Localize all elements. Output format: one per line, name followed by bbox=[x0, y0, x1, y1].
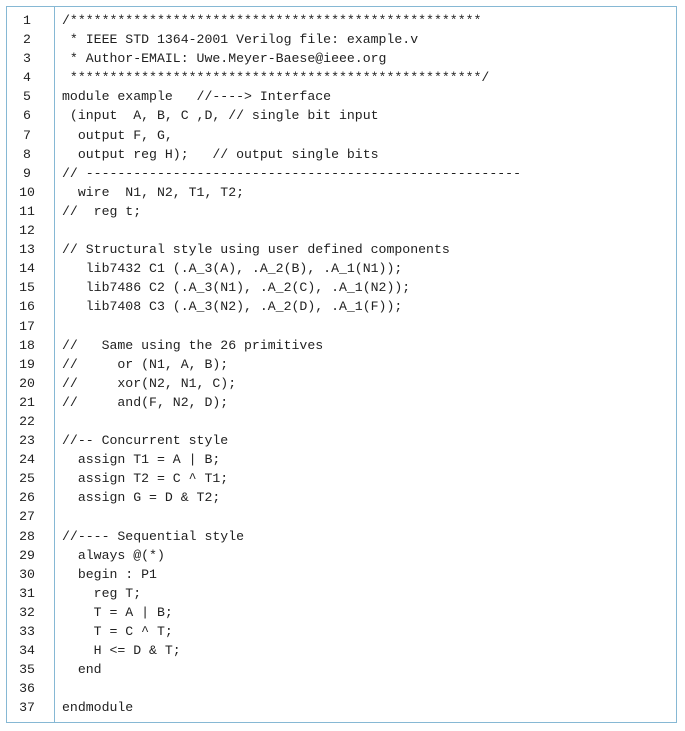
code-line bbox=[7, 374, 676, 393]
line-number: 33 bbox=[19, 624, 35, 639]
line-code: // reg t; bbox=[62, 203, 142, 219]
line-number: 27 bbox=[19, 509, 35, 525]
code-line bbox=[7, 336, 676, 355]
code-line bbox=[7, 126, 676, 145]
code-lines bbox=[7, 11, 676, 717]
line-number: 23 bbox=[19, 433, 35, 449]
line-code: wire N1, N2, T1, T2; bbox=[62, 184, 245, 200]
line-number: 13 bbox=[19, 242, 35, 258]
line-number: 19 bbox=[19, 356, 35, 372]
line-code: // Same using the 26 primitives bbox=[62, 337, 324, 353]
line-code: begin : P1 bbox=[62, 566, 157, 582]
line-code: output F, G, bbox=[62, 127, 173, 143]
code-line bbox=[7, 698, 676, 717]
line-number: 35 bbox=[19, 662, 35, 678]
line-number: 1 bbox=[23, 13, 31, 28]
code-line bbox=[7, 259, 676, 278]
code-line bbox=[7, 297, 676, 316]
code-line bbox=[7, 450, 676, 469]
line-code: // Structural style using user defined components bbox=[62, 242, 450, 258]
code-line bbox=[7, 11, 676, 30]
line-code: //-- Concurrent style bbox=[62, 433, 229, 449]
line-code: end bbox=[62, 662, 102, 678]
line-number: 10 bbox=[19, 184, 35, 200]
line-number: 3 bbox=[23, 51, 31, 67]
code-line bbox=[7, 527, 676, 546]
code-line bbox=[7, 679, 676, 698]
line-code: H <= D & T; bbox=[62, 643, 181, 659]
code-line bbox=[7, 469, 676, 488]
line-code: // and(F, N2, D); bbox=[62, 394, 229, 410]
line-code: module example //----> Interface bbox=[62, 89, 332, 105]
line-number: 15 bbox=[19, 280, 35, 296]
code-line bbox=[7, 584, 676, 603]
line-number: 2 bbox=[23, 32, 31, 48]
line-number: 24 bbox=[19, 452, 35, 468]
line-number: 11 bbox=[19, 203, 35, 219]
line-code: lib7432 C1 (.A_3(A), .A_2(B), .A_1(N1)); bbox=[62, 261, 403, 277]
code-line bbox=[7, 240, 676, 259]
line-number: 4 bbox=[23, 70, 31, 86]
code-line bbox=[7, 393, 676, 412]
code-line bbox=[7, 431, 676, 450]
code-line bbox=[7, 507, 676, 526]
line-number: 12 bbox=[19, 223, 35, 239]
line-code: T = A | B; bbox=[62, 604, 173, 620]
line-number: 32 bbox=[19, 604, 35, 620]
line-number: 21 bbox=[19, 394, 35, 410]
line-number: 31 bbox=[19, 585, 35, 601]
line-code: always @(*) bbox=[62, 547, 165, 563]
line-code: /**************************************************** bbox=[62, 13, 482, 28]
line-code: ****************************************************/ bbox=[62, 70, 490, 86]
line-number: 6 bbox=[23, 108, 31, 124]
code-line bbox=[7, 164, 676, 183]
code-line bbox=[7, 488, 676, 507]
line-number: 5 bbox=[23, 89, 31, 105]
code-listing-frame bbox=[6, 6, 677, 723]
code-line bbox=[7, 106, 676, 125]
code-line bbox=[7, 87, 676, 106]
line-number: 25 bbox=[19, 471, 35, 487]
line-number: 8 bbox=[23, 146, 31, 162]
line-code: * Author-EMAIL: Uwe.Meyer-Baese@ieee.org bbox=[62, 51, 387, 67]
line-code: lib7486 C2 (.A_3(N1), .A_2(C), .A_1(N2)); bbox=[62, 280, 411, 296]
code-line bbox=[7, 183, 676, 202]
line-code: // xor(N2, N1, C); bbox=[62, 375, 237, 391]
line-number: 29 bbox=[19, 547, 35, 563]
line-code: T = C ^ T; bbox=[62, 624, 173, 639]
line-code: // ------------------------------------------------------- bbox=[62, 165, 521, 181]
code-line bbox=[7, 68, 676, 87]
code-line bbox=[7, 49, 676, 68]
line-number: 37 bbox=[19, 700, 35, 716]
code-line bbox=[7, 641, 676, 660]
code-line bbox=[7, 30, 676, 49]
code-line bbox=[7, 317, 676, 336]
line-number: 34 bbox=[19, 643, 35, 659]
code-line bbox=[7, 221, 676, 240]
code-line bbox=[7, 412, 676, 431]
line-number: 9 bbox=[23, 165, 31, 181]
code-line bbox=[7, 202, 676, 221]
line-number: 18 bbox=[19, 337, 35, 353]
code-line bbox=[7, 546, 676, 565]
line-number: 22 bbox=[19, 413, 35, 429]
code-line bbox=[7, 603, 676, 622]
code-line bbox=[7, 622, 676, 641]
code-line bbox=[7, 660, 676, 679]
line-code: assign T2 = C ^ T1; bbox=[62, 471, 229, 487]
line-number: 14 bbox=[19, 261, 35, 277]
code-line bbox=[7, 565, 676, 584]
code-line bbox=[7, 278, 676, 297]
line-number: 26 bbox=[19, 490, 35, 506]
line-number: 30 bbox=[19, 566, 35, 582]
line-number: 36 bbox=[19, 681, 35, 697]
line-code: lib7408 C3 (.A_3(N2), .A_2(D), .A_1(F)); bbox=[62, 299, 403, 315]
line-code: * IEEE STD 1364-2001 Verilog file: example.v bbox=[62, 32, 419, 48]
line-code: (input A, B, C ,D, // single bit input bbox=[62, 108, 379, 124]
line-number: 28 bbox=[19, 528, 35, 544]
code-line bbox=[7, 355, 676, 374]
line-code: reg T; bbox=[62, 585, 142, 601]
line-code: assign T1 = A | B; bbox=[62, 452, 221, 468]
code-line bbox=[7, 145, 676, 164]
line-number: 17 bbox=[19, 318, 35, 334]
line-code: output reg H); // output single bits bbox=[62, 146, 379, 162]
line-code: //---- Sequential style bbox=[62, 528, 245, 544]
line-number: 16 bbox=[19, 299, 35, 315]
line-code: assign G = D & T2; bbox=[62, 490, 221, 506]
line-code: // or (N1, A, B); bbox=[62, 356, 229, 372]
line-number: 20 bbox=[19, 375, 35, 391]
line-code: endmodule bbox=[62, 700, 134, 716]
line-number: 7 bbox=[23, 127, 31, 143]
